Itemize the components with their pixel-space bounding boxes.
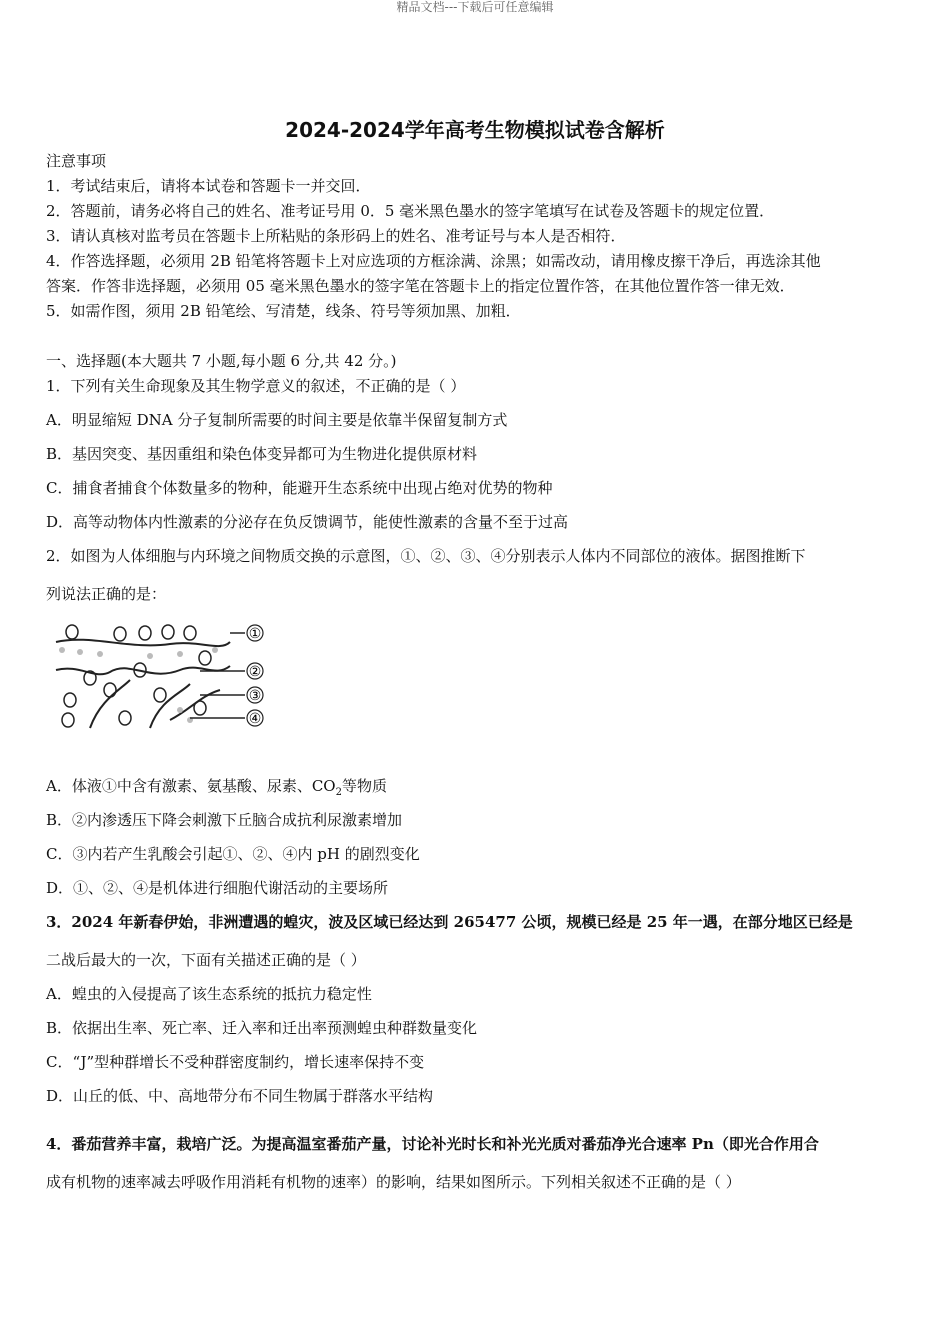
q4-stem-line1: 4．番茄营养丰富，栽培广泛。为提高温室番茄产量，讨论补光时长和补光光质对番茄净光合速率 Pn（即光合作用合 <box>46 1135 819 1153</box>
notice-item-2: 2．答题前，请务必将自己的姓名、准考证号用 0．5 毫米黑色墨水的签字笔填写在试卷及答题卡的规定位置． <box>46 202 775 220</box>
q2-option-a-tail: 等物质 <box>341 777 387 795</box>
q3-stem-line1: 3．2024 年新春伊始，非洲遭遇的蝗灾，波及区域已经达到 265477 公顷，规模已经是 25 年一遇，在部分地区已经是 <box>46 913 853 931</box>
q3-option-a: A．蝗虫的入侵提高了该生态系统的抵抗力稳定性 <box>46 985 372 1003</box>
q2-option-a-text: A．体液①中含有激素、氨基酸、尿素、CO <box>46 777 336 795</box>
diagram-label-1: ① <box>248 626 262 642</box>
diagram-label-4: ④ <box>248 711 262 727</box>
q3-stem-line2: 二战后最大的一次，下面有关描述正确的是（ ） <box>46 951 366 969</box>
q2-option-c: C．③内若产生乳酸会引起①、②、④内 pH 的剧烈变化 <box>46 845 420 863</box>
notice-item-1: 1．考试结束后，请将本试卷和答题卡一并交回． <box>46 177 371 195</box>
q2-stem-line1: 2．如图为人体细胞与内环境之间物质交换的示意图，①、②、③、④分别表示人体内不同部位的液体。据图推断下 <box>46 547 806 565</box>
notice-item-4: 4．作答选择题，必须用 2B 铅笔将答题卡上对应选项的方框涂满、涂黑；如需改动，请用橡皮擦干净后，再选涂其他 <box>46 252 821 270</box>
q1-option-d: D．高等动物体内性激素的分泌存在负反馈调节，能使性激素的含量不至于过高 <box>46 513 569 531</box>
notice-item-4-cont: 答案．作答非选择题，必须用 05 毫米黑色墨水的签字笔在答题卡上的指定位置作答，在其他位置作答一律无效． <box>46 277 795 295</box>
q4-stem-line2: 成有机物的速率减去呼吸作用消耗有机物的速率）的影响，结果如图所示。下列相关叙述不正确的是（ ） <box>46 1173 741 1191</box>
q1-option-c: C．捕食者捕食个体数量多的物种，能避开生态系统中出现占绝对优势的物种 <box>46 479 553 497</box>
q2-option-d: D．①、②、④是机体进行细胞代谢活动的主要场所 <box>46 879 389 897</box>
notice-item-5: 5．如需作图，须用 2B 铅笔绘、写清楚，线条、符号等须加黑、加粗． <box>46 302 521 320</box>
diagram-label-2: ② <box>248 664 262 680</box>
notice-heading: 注意事项 <box>46 152 107 170</box>
q1-option-b: B．基因突变、基因重组和染色体变异都可为生物进化提供原材料 <box>46 445 478 463</box>
page-title: 2024-2024学年高考生物模拟试卷含解析 <box>285 118 665 142</box>
notice-item-3: 3．请认真核对监考员在答题卡上所粘贴的条形码上的姓名、准考证号与本人是否相符． <box>46 227 626 245</box>
q3-option-d: D．山丘的低、中、高地带分布不同生物属于群落水平结构 <box>46 1087 434 1105</box>
q2-option-b: B．②内渗透压下降会刺激下丘脑合成抗利尿激素增加 <box>46 811 403 829</box>
q1-stem: 1．下列有关生命现象及其生物学意义的叙述，不正确的是（ ） <box>46 377 466 395</box>
header-watermark: 精品文档---下载后可任意编辑 <box>396 0 554 14</box>
q2-option-a <box>46 776 387 803</box>
cell-exchange-diagram <box>50 620 275 740</box>
q2-stem-line2: 列说法正确的是： <box>46 585 167 603</box>
diagram-label-3: ③ <box>248 688 262 704</box>
section-heading: 一、选择题(本大题共 7 小题,每小题 6 分,共 42 分。) <box>46 352 397 370</box>
q1-option-a: A．明显缩短 DNA 分子复制所需要的时间主要是依靠半保留复制方式 <box>46 411 508 429</box>
q3-option-c: C．“J”型种群增长不受种群密度制约，增长速率保持不变 <box>46 1053 425 1071</box>
q2-option-a-subscript: 2 <box>335 787 342 798</box>
q3-option-b: B．依据出生率、死亡率、迁入率和迁出率预测蝗虫种群数量变化 <box>46 1019 478 1037</box>
